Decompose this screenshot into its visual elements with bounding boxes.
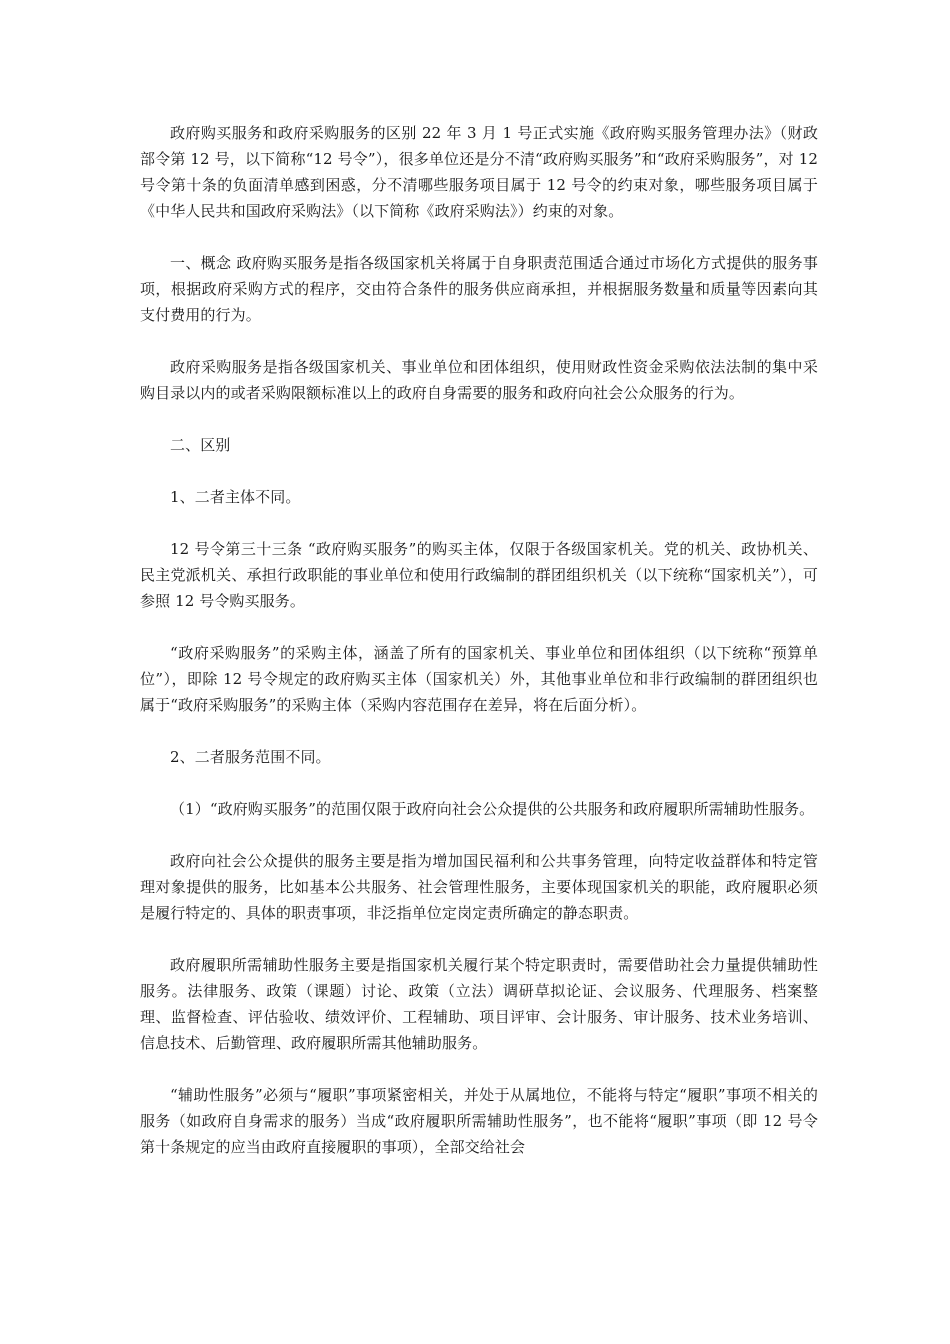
paragraph-auxiliary-note: “辅助性服务”必须与“履职”事项紧密相关，并处于从属地位，不能将与特定“履职”事项不相关的服务（如政府自身需求的服务）当成“政府履职所需辅助性服务”，也不能将“履职”事项（即 12 号令第十条规定的应当由政府直接履职的事项），全部交给社会 [140, 1086, 818, 1156]
subheading-subject: 1、二者主体不同。 [170, 488, 301, 506]
paragraph-concept-procurement: 政府采购服务是指各级国家机关、事业单位和团体组织，使用财政性资金采购依法法制的集中采购目录以内的或者采购限额标准以上的政府自身需要的服务和政府向社会公众服务的行为。 [140, 358, 818, 402]
paragraph-public-services: 政府向社会公众提供的服务主要是指为增加国民福利和公共事务管理，向特定收益群体和特定管理对象提供的服务，比如基本公共服务、社会管理性服务，主要体现国家机关的职能，政府履职必须是履行特定的、具体的职责事项，非泛指单位定岗定责所确定的静态职责。 [140, 852, 818, 922]
paragraph-scope-1: （1）“政府购买服务”的范围仅限于政府向社会公众提供的公共服务和政府履职所需辅助性服务。 [170, 800, 815, 818]
paragraph-intro: 政府购买服务和政府采购服务的区别 22 年 3 月 1 号正式实施《政府购买服务管理办法》（财政部令第 12 号，以下简称“12 号令”），很多单位还是分不清“政府购买服务”和“政府采购服务”，对 12 号令第十条的负面清单感到困惑，分不清哪些服务项目属于 12 号令的约束对象，哪些服务项目属于《中华人民共和国政府采购法》（以下简称《政府采购法》）约束的对象。 [140, 124, 818, 220]
section-heading-difference: 二、区别 [170, 436, 231, 454]
paragraph-procurement-subject: “政府采购服务”的采购主体，涵盖了所有的国家机关、事业单位和团体组织（以下统称“预算单位”），即除 12 号令规定的政府购买主体（国家机关）外，其他事业单位和非行政编制的群团组织也属于“政府采购服务”的采购主体（采购内容范围存在差异，将在后面分析）。 [140, 644, 818, 714]
document-page [140, 120, 818, 1186]
paragraph-concept-purchase: 一、概念 政府购买服务是指各级国家机关将属于自身职责范围适合通过市场化方式提供的服务事项，根据政府采购方式的程序，交由符合条件的服务供应商承担，并根据服务数量和质量等因素向其支付费用的行为。 [140, 254, 818, 324]
subheading-scope: 2、二者服务范围不同。 [170, 748, 331, 766]
paragraph-auxiliary-services: 政府履职所需辅助性服务主要是指国家机关履行某个特定职责时，需要借助社会力量提供辅助性服务。法律服务、政策（课题）讨论、政策（立法）调研草拟论证、会议服务、代理服务、档案整理、监督检查、评估验收、绩效评价、工程辅助、项目评审、会计服务、审计服务、技术业务培训、信息技术、后勤管理、政府履职所需其他辅助服务。 [140, 956, 818, 1052]
paragraph-article-33: 12 号令第三十三条 “政府购买服务”的购买主体，仅限于各级国家机关。党的机关、政协机关、民主党派机关、承担行政职能的事业单位和使用行政编制的群团组织机关（以下统称“国家机关”），可参照 12 号令购买服务。 [140, 540, 818, 610]
